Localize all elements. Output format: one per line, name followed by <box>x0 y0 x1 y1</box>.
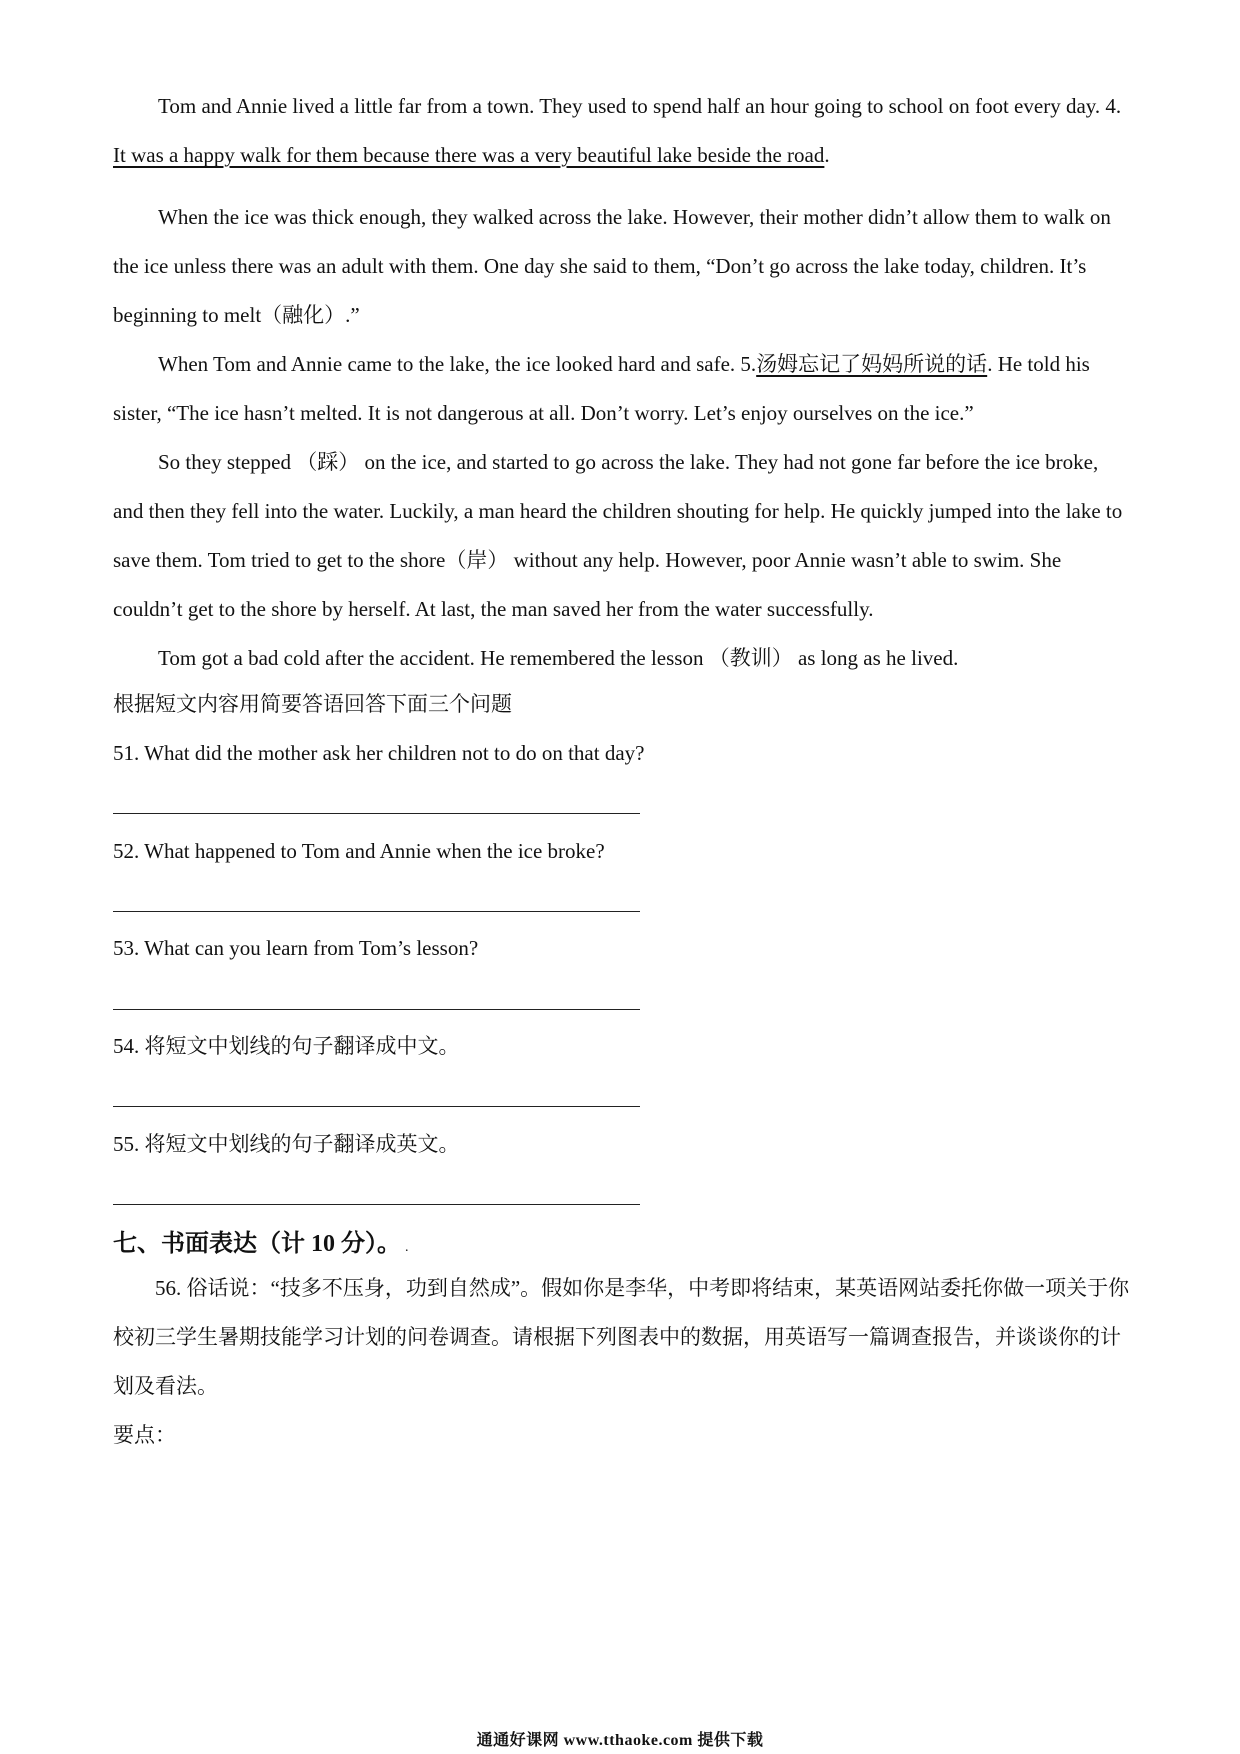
points-label: 要点： <box>113 1423 176 1447</box>
instruction-text: 根据短文内容用简要答语回答下面三个问题 <box>113 692 512 716</box>
paragraph-3 <box>113 340 1133 438</box>
section-title <box>113 1228 409 1264</box>
writing-task <box>113 1264 1133 1460</box>
paragraph-1-end: . <box>824 143 830 167</box>
paragraph-5: Tom got a bad cold after the accident. He remembered the lesson （教训） as long as he lived. <box>158 646 959 670</box>
question-55: 55. 将短文中划线的句子翻译成英文。 <box>113 1132 460 1156</box>
answer-line-54[interactable] <box>113 1106 640 1107</box>
question-53: 53. What can you learn from Tom’s lesson? <box>113 936 479 960</box>
answer-line-52[interactable] <box>113 911 640 912</box>
underlined-sentence-4: It was a happy walk for them because there was a very beautiful lake beside the road <box>113 143 825 167</box>
paragraph-4: So they stepped （踩） on the ice, and started to go across the lake. They had not gone far before the ice broke, and then they fell into the water. Luckily, a man heard the children shouting for help. He quickly jumped into the lake to save them. Tom tried to get to the shore（岸） without any help. However, poor Annie wasn’t able to swim. She couldn’t get to the shore by herself. At last, the man saved her from the water successfully. <box>113 450 1123 621</box>
question-51: 51. What did the mother ask her children not to do on that day? <box>113 741 645 765</box>
section-title-text: 七、书面表达（计 10 分）。 <box>113 1231 401 1257</box>
page-footer: 通通好课网 www.tthaoke.com 提供下载 <box>476 1732 764 1749</box>
question-54: 54. 将短文中划线的句子翻译成中文。 <box>113 1034 460 1058</box>
writing-task-text: 56. 俗话说：“技多不压身，功到自然成”。假如你是李华，中考即将结束，某英语网站委托你做一项关于你校初三学生暑期技能学习计划的问卷调查。请根据下列图表中的数据，用英语写一篇调查报告，并谈谈你的计划及看法。 <box>113 1276 1130 1398</box>
paragraph-1-text: Tom and Annie lived a little far from a town. They used to spend half an hour going to school on foot every day. 4. <box>158 94 1122 118</box>
answer-line-55[interactable] <box>113 1204 640 1205</box>
paragraph-3-end: . He told his sister, “The ice hasn’t melted. It is not dangerous at all. Don’t worry. Let’s enjoy ourselves on the ice.” <box>113 352 1090 425</box>
answer-line-51[interactable] <box>113 813 640 814</box>
paragraph-3-text: When Tom and Annie came to the lake, the ice looked hard and safe. 5. <box>158 352 757 376</box>
answer-line-53[interactable] <box>113 1009 640 1010</box>
section-title-dot: . <box>405 1240 409 1255</box>
underlined-sentence-5: 汤姆忘记了妈妈所说的话 <box>756 352 988 376</box>
paragraph-2: When the ice was thick enough, they walked across the lake. However, their mother didn’t allow them to walk on the ice unless there was an adult with them. One day she said to them, “Don’t go across the lake today, children. It’s beginning to melt（融化）.” <box>113 205 1111 327</box>
question-52: 52. What happened to Tom and Annie when the ice broke? <box>113 839 605 863</box>
paragraph-1 <box>113 82 1133 180</box>
